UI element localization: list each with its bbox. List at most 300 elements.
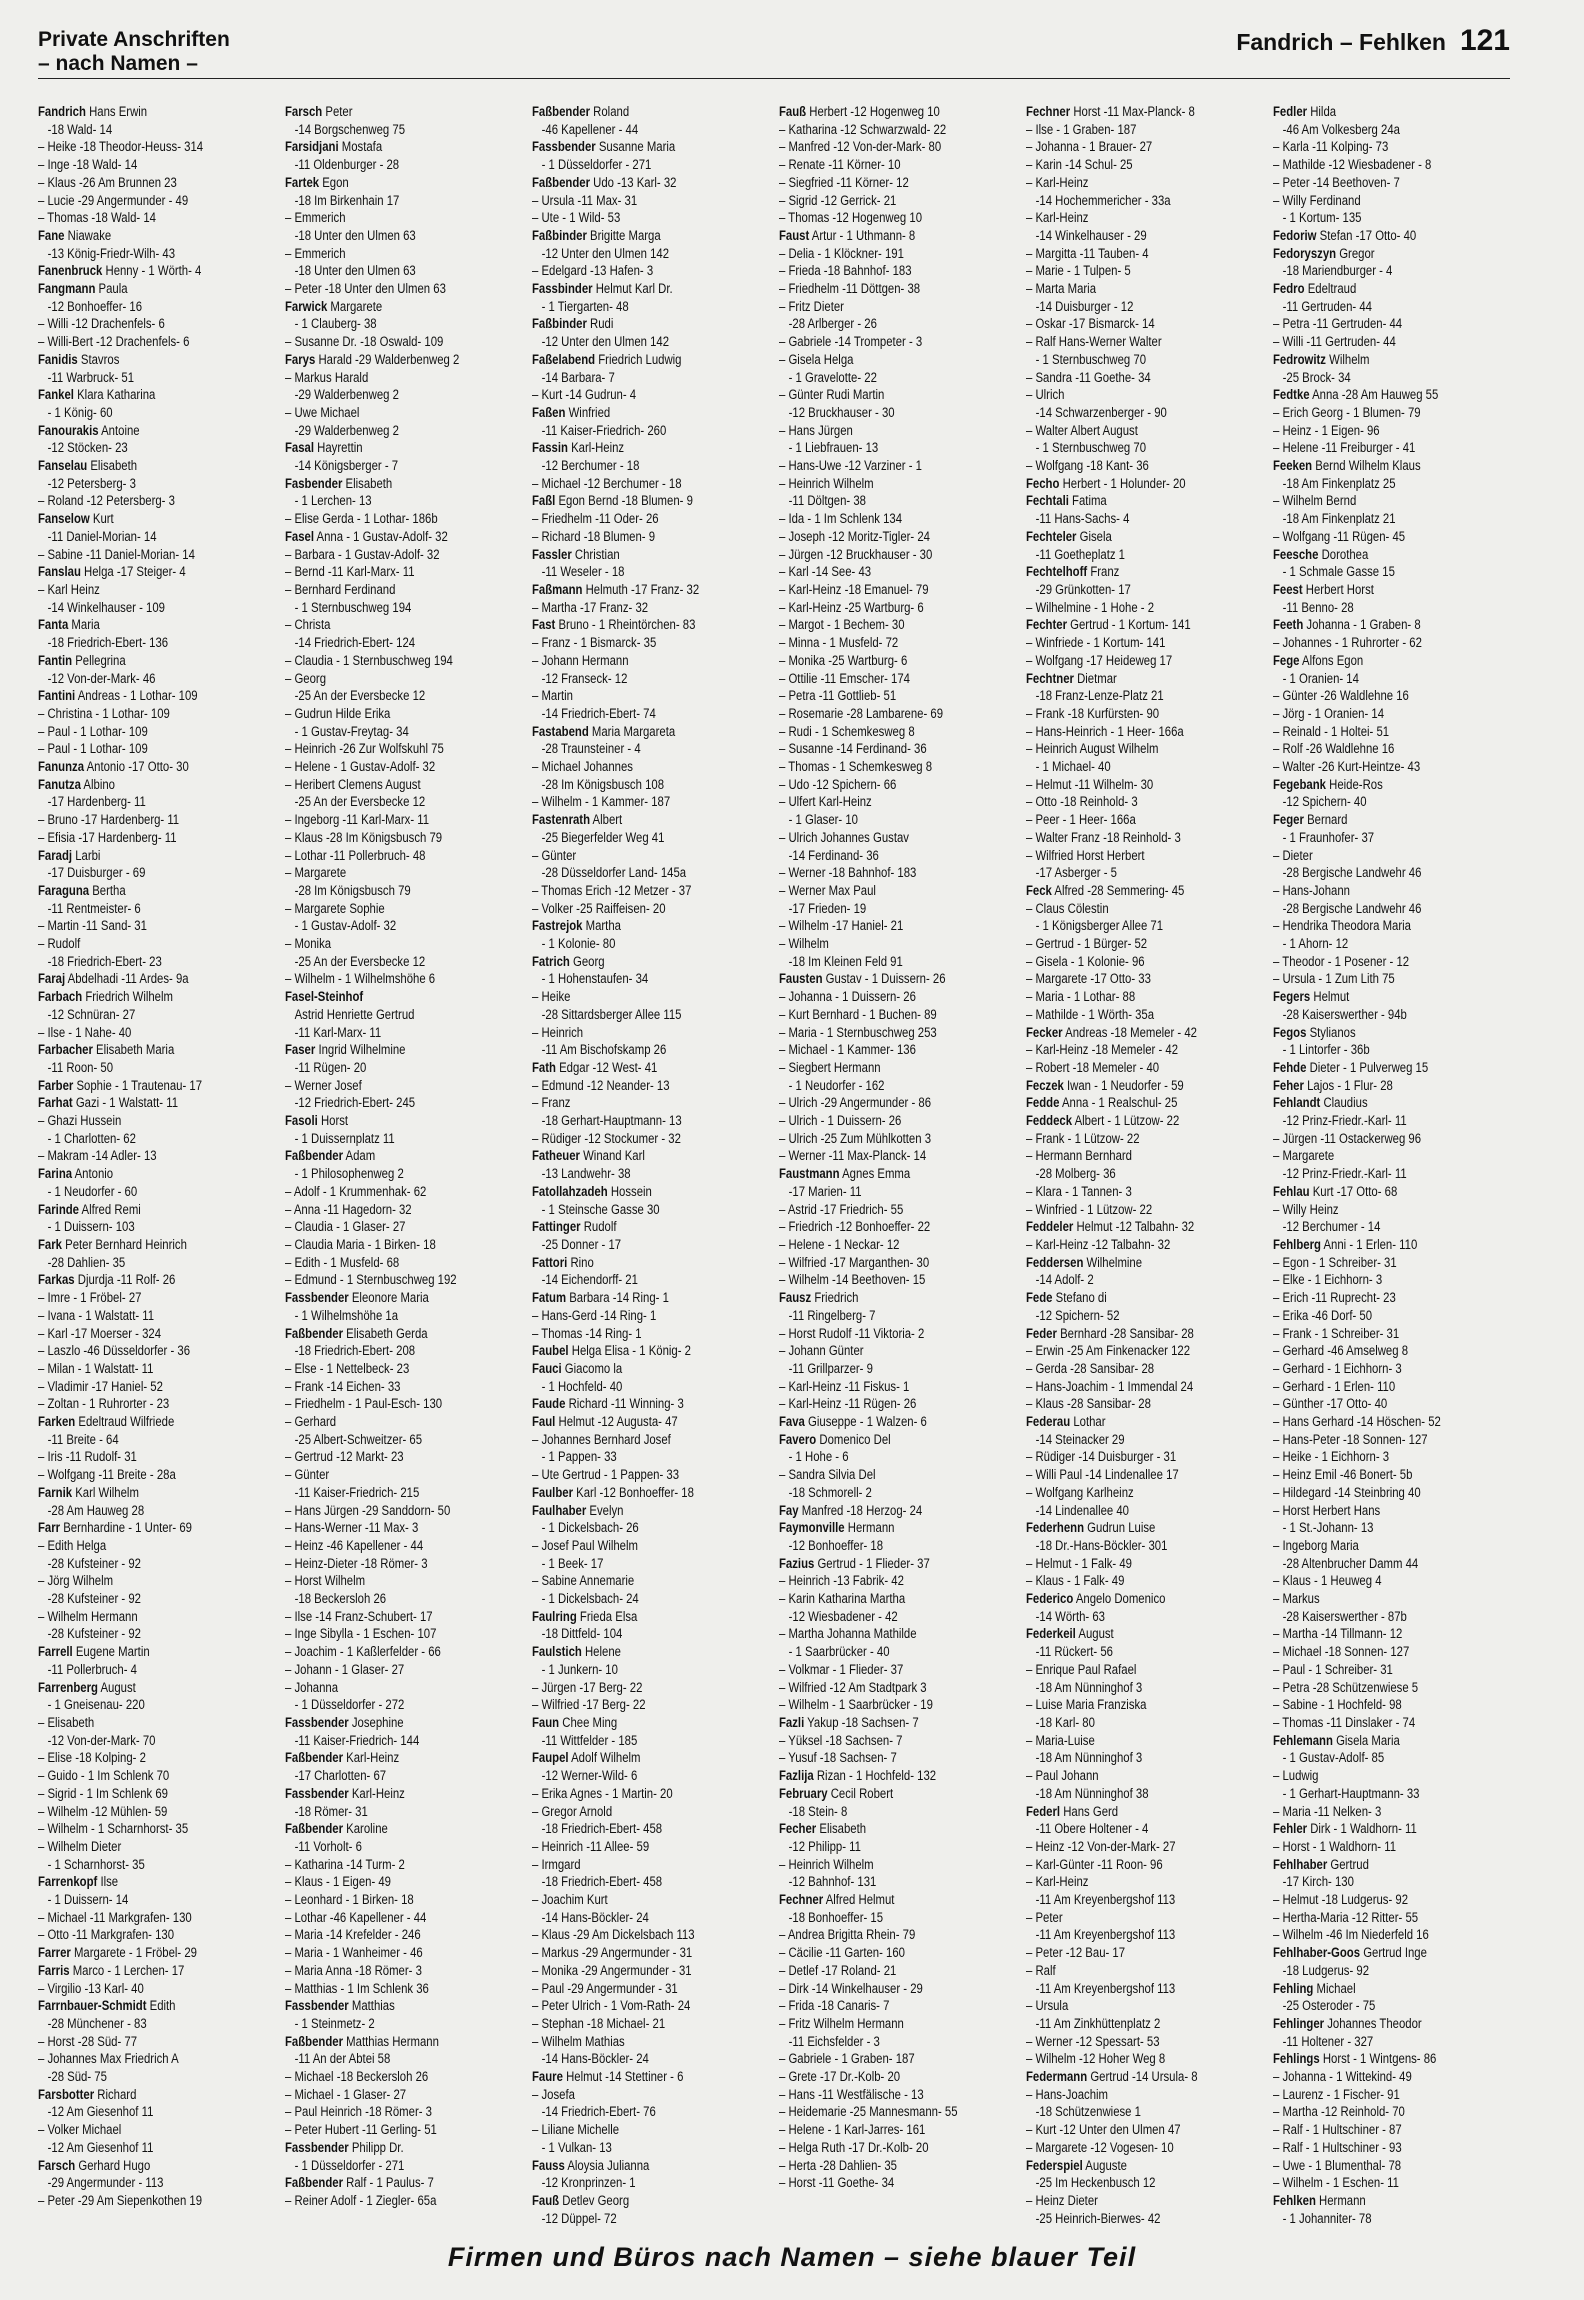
entry-line: – Paul - 1 Lothar- 109 bbox=[38, 723, 148, 740]
entry-details: Karl-Heinz bbox=[567, 440, 625, 457]
entry-line-primary bbox=[532, 1255, 769, 1273]
entry-details: Agnes Emma bbox=[839, 1166, 911, 1183]
entry-details: Wilhelmine bbox=[1083, 1254, 1143, 1271]
entry-line: – Inge -18 Wald- 14 bbox=[38, 157, 138, 174]
entry-line-primary bbox=[779, 1786, 1016, 1804]
entry-line: – Hans-Johann bbox=[1273, 882, 1350, 899]
entry-line: – Hans -11 Westfälische - 13 bbox=[779, 2086, 924, 2103]
entry-line-primary bbox=[285, 1821, 522, 1839]
entry-details: Egon bbox=[319, 174, 349, 191]
entry-details: Rudolf bbox=[580, 1219, 617, 1236]
entry-line-primary bbox=[1026, 1326, 1263, 1344]
entry-line: – Sigrid -12 Gerrick- 21 bbox=[779, 192, 897, 209]
entry-line: – Udo -12 Spichern- 66 bbox=[779, 776, 897, 793]
entry-line-primary bbox=[779, 1166, 1016, 1184]
entry-details: Paula bbox=[95, 281, 128, 298]
entry-line: – Ludwig bbox=[1273, 1768, 1319, 1785]
entry-line: -12 Düppel- 72 bbox=[541, 2210, 617, 2227]
surname: Fechteler bbox=[1026, 528, 1077, 545]
entry-line: -14 Wörth- 63 bbox=[1035, 1608, 1105, 1625]
entry-line: - 1 Kortum- 135 bbox=[1282, 210, 1362, 227]
entry-line: -12 Berchumer - 14 bbox=[1282, 1219, 1381, 1236]
surname: Fecker bbox=[1026, 1024, 1063, 1041]
entry-line-primary bbox=[1026, 476, 1263, 494]
entry-line-primary bbox=[1273, 387, 1510, 405]
surname: Fechtelhoff bbox=[1026, 564, 1088, 581]
entry-details: Antonio -17 Otto- 30 bbox=[84, 759, 189, 776]
entry-line: - 1 Duissern- 14 bbox=[47, 1892, 129, 1909]
entry-details: Helmuth -17 Franz- 32 bbox=[582, 581, 700, 598]
surname: Fehlinger bbox=[1273, 2015, 1325, 2032]
entry-details: Anna -28 Am Hauweg 55 bbox=[1309, 387, 1439, 404]
entry-line: -25 Im Heckenbusch 12 bbox=[1035, 2175, 1156, 2192]
surname: Fechtali bbox=[1026, 493, 1069, 510]
entry-line: -28 Sittardsberger Allee 115 bbox=[541, 1006, 682, 1023]
surname: Faßbender bbox=[532, 174, 591, 191]
entry-line: -14 Barbara- 7 bbox=[541, 369, 615, 386]
entry-line-primary bbox=[532, 1503, 769, 1521]
entry-line-primary bbox=[1273, 1821, 1510, 1839]
entry-line: -12 Werner-Wild- 6 bbox=[541, 1768, 638, 1785]
entry-line: – Karla -11 Kolping- 73 bbox=[1273, 139, 1389, 156]
entry-line: – Dirk -14 Winkelhauser - 29 bbox=[779, 1980, 923, 1997]
entry-line-primary bbox=[1026, 1626, 1263, 1644]
entry-line: – Anna -11 Hagedorn- 32 bbox=[285, 1201, 412, 1218]
entry-line-primary bbox=[38, 1485, 275, 1503]
entry-line: -18 Unter den Ulmen 63 bbox=[294, 263, 416, 280]
entry-line: – Klaus -26 Am Brunnen 23 bbox=[38, 174, 177, 191]
entry-line: – Wolfgang -11 Rügen- 45 bbox=[1273, 528, 1406, 545]
surname: Federl bbox=[1026, 1803, 1061, 1820]
surname: Federau bbox=[1026, 1414, 1071, 1431]
surname: Fassin bbox=[532, 440, 568, 457]
entry-details: Claudius bbox=[1320, 1095, 1368, 1112]
entry-line: – Emmerich bbox=[285, 245, 346, 262]
entry-line-primary bbox=[532, 405, 769, 423]
surname: Farys bbox=[285, 351, 316, 368]
entry-line: – Georg bbox=[285, 670, 327, 687]
surname: Fast bbox=[532, 617, 556, 634]
entry-line: – Helene -11 Freiburger - 41 bbox=[1273, 440, 1416, 457]
surname: Fechter bbox=[1026, 617, 1067, 634]
surname: Farwick bbox=[285, 298, 328, 315]
entry-details: Antoine bbox=[98, 422, 140, 439]
entry-line: – Kurt -12 Unter den Ulmen 47 bbox=[1026, 2122, 1181, 2139]
entry-line-primary bbox=[38, 617, 275, 635]
entry-line: – Manfred -12 Von-der-Mark- 80 bbox=[779, 139, 942, 156]
surname: Fasel-Steinhof bbox=[285, 989, 364, 1006]
surname: Federkeil bbox=[1026, 1626, 1076, 1643]
entry-line-primary bbox=[38, 971, 275, 989]
entry-line: – Erich -11 Ruprecht- 23 bbox=[1273, 1290, 1396, 1307]
entry-line: -14 Friedrich-Ebert- 76 bbox=[541, 2104, 656, 2121]
entry-line: – Rüdiger -12 Stockumer - 32 bbox=[532, 1130, 681, 1147]
entry-line: – Elke - 1 Eichhorn- 3 bbox=[1273, 1272, 1383, 1289]
entry-line: – Johanna - 1 Duissern- 26 bbox=[779, 989, 916, 1006]
entry-line-primary bbox=[38, 1166, 275, 1184]
entry-line-primary bbox=[532, 1343, 769, 1361]
entry-line: – Johann - 1 Glaser- 27 bbox=[285, 1661, 405, 1678]
entry-line: – Lucie -29 Angermunder - 49 bbox=[38, 192, 189, 209]
entry-line-primary bbox=[532, 1609, 769, 1627]
surname: Farris bbox=[38, 1962, 70, 1979]
entry-details: Richard bbox=[94, 2086, 137, 2103]
entry-details: Herbert -12 Hogenweg 10 bbox=[806, 104, 940, 120]
entry-line: – Karl-Heinz -12 Talbahn- 32 bbox=[1026, 1237, 1171, 1253]
entry-line-primary bbox=[1026, 493, 1263, 511]
entry-line: – Sabine Annemarie bbox=[532, 1573, 635, 1590]
entry-line: – Klaus - 1 Heuweg 4 bbox=[1273, 1573, 1382, 1590]
entry-details: Matthias Hermann bbox=[343, 2033, 439, 2050]
surname: Fehlken bbox=[1273, 2192, 1316, 2209]
entry-line: – Margarete bbox=[285, 865, 347, 882]
entry-line: – Willi -11 Gertruden- 44 bbox=[1273, 334, 1396, 351]
entry-line: – Martha Johanna Mathilde bbox=[779, 1626, 917, 1643]
entry-line: – Erika Agnes - 1 Martin- 20 bbox=[532, 1785, 673, 1802]
entry-line: -46 Am Volkesberg 24a bbox=[1282, 121, 1400, 138]
entry-line: – Karl-Heinz bbox=[1026, 174, 1089, 191]
entry-line: – Fritz Dieter bbox=[779, 298, 844, 315]
entry-line: -12 Von-der-Mark- 70 bbox=[47, 1732, 156, 1749]
surname: Fauci bbox=[532, 1360, 562, 1377]
entry-line: – Liliane Michelle bbox=[532, 2122, 620, 2139]
entry-line-primary bbox=[285, 175, 522, 193]
entry-line: -11 Karl-Marx- 11 bbox=[294, 1024, 382, 1041]
entry-line: – Wilhelmine - 1 Hohe - 2 bbox=[1026, 599, 1155, 616]
entry-line: - 1 Fraunhofer- 37 bbox=[1282, 829, 1375, 846]
entry-line: – Marie - 1 Tulpen- 5 bbox=[1026, 263, 1131, 280]
surname: Faymonville bbox=[779, 1520, 845, 1537]
entry-details: Gazi - 1 Walstatt- 11 bbox=[72, 1095, 179, 1112]
entry-details: Domenico Del bbox=[816, 1431, 891, 1448]
entry-line-primary bbox=[285, 529, 522, 547]
entry-line: – Karin -14 Schul- 25 bbox=[1026, 157, 1133, 174]
entry-line: – Ivana - 1 Walstatt- 11 bbox=[38, 1307, 155, 1324]
entry-line: -14 Winkelhauser - 29 bbox=[1035, 227, 1147, 244]
entry-line: – Thomas Erich -12 Metzer - 37 bbox=[532, 882, 692, 899]
entry-line: – Walter Franz -18 Reinhold- 3 bbox=[1026, 829, 1181, 846]
entry-line: -25 Osteroder - 75 bbox=[1282, 1998, 1376, 2015]
surname: Faraj bbox=[38, 971, 66, 988]
surname: Farrer bbox=[38, 1945, 71, 1962]
entry-line: – Werner -11 Max-Planck- 14 bbox=[779, 1148, 927, 1165]
surname: Faßbender bbox=[285, 2033, 344, 2050]
entry-line-primary bbox=[532, 316, 769, 334]
entry-details: Pellegrina bbox=[72, 652, 126, 669]
entry-details: Franz bbox=[1087, 564, 1120, 581]
surname: Fehlhaber-Goos bbox=[1273, 1945, 1361, 1962]
entry-line-primary bbox=[38, 352, 275, 370]
surname: Faßmann bbox=[532, 581, 583, 598]
entry-details: Kurt bbox=[89, 511, 114, 528]
entry-line: -25 Donner - 17 bbox=[541, 1237, 622, 1253]
surname: Faulring bbox=[532, 1608, 577, 1625]
surname: Fattori bbox=[532, 1254, 568, 1271]
entry-line: – Lothar -11 Pollerbruch- 48 bbox=[285, 847, 426, 864]
entry-line: Astrid Henriette Gertrud bbox=[294, 1006, 415, 1023]
entry-line: – Hans-Joachim bbox=[1026, 2086, 1109, 2103]
entry-line: -18 Am Nünninghof 3 bbox=[1035, 1679, 1143, 1696]
entry-details: Winand Karl bbox=[579, 1148, 645, 1165]
header-rule bbox=[38, 78, 1510, 79]
entry-line-primary bbox=[779, 1768, 1016, 1786]
entry-line: - 1 Vulkan- 13 bbox=[541, 2139, 612, 2156]
entry-line-primary bbox=[1273, 2016, 1510, 2034]
entry-line: – Ilse - 1 Graben- 187 bbox=[1026, 121, 1137, 138]
surname: Faustmann bbox=[779, 1166, 840, 1183]
entry-line-primary bbox=[532, 139, 769, 157]
entry-line: – Laszlo -46 Düsseldorfer - 36 bbox=[38, 1343, 191, 1360]
entry-line: – Johann Hermann bbox=[532, 652, 629, 669]
entry-line-primary bbox=[1026, 1095, 1263, 1113]
surname: Feeken bbox=[1273, 458, 1313, 475]
entry-line-primary bbox=[1273, 352, 1510, 370]
entry-line: – Volkmar - 1 Flieder- 37 bbox=[779, 1661, 904, 1678]
entry-line: - 1 Sternbuschweg 70 bbox=[1035, 440, 1147, 457]
surname: Fehlhaber bbox=[1273, 1856, 1328, 1873]
entry-line: – Wilfried -17 Marganthen- 30 bbox=[779, 1254, 930, 1271]
entry-line: – Wilhelm - 1 Scharnhorst- 35 bbox=[38, 1821, 189, 1838]
entry-line: – Gerhard bbox=[285, 1414, 337, 1431]
entry-line: – Peter Ulrich - 1 Vom-Rath- 24 bbox=[532, 1998, 691, 2015]
entry-details: Gisela Maria bbox=[1332, 1732, 1400, 1749]
entry-line: – Heinz -46 Kapellener - 44 bbox=[285, 1537, 424, 1554]
entry-line: – Werner -18 Bahnhof- 183 bbox=[779, 865, 917, 882]
entry-line: – Walter Albert August bbox=[1026, 422, 1138, 439]
entry-line: – Peter bbox=[1026, 1909, 1063, 1926]
entry-details: Roland bbox=[590, 104, 630, 120]
entry-line: - 1 Gustav-Adolf- 85 bbox=[1282, 1750, 1385, 1767]
entry-line: -18 Friedrich-Ebert- 208 bbox=[294, 1343, 416, 1360]
entry-line: – Karl-Heinz -11 Rügen- 26 bbox=[779, 1396, 917, 1413]
entry-line: – Willi-Bert -12 Drachenfels- 6 bbox=[38, 334, 190, 351]
surname: Faßen bbox=[532, 404, 566, 421]
entry-line: – Ingeborg Maria bbox=[1273, 1537, 1359, 1554]
entry-line: – Johanna - 1 Brauer- 27 bbox=[1026, 139, 1153, 156]
surname: Fangmann bbox=[38, 281, 96, 298]
entry-line: -14 Friedrich-Ebert- 74 bbox=[541, 705, 656, 722]
entry-line: – Robert -18 Memeler - 40 bbox=[1026, 1059, 1160, 1076]
entry-line: – Günter bbox=[285, 1467, 330, 1484]
entry-line: – Petra -11 Gertruden- 44 bbox=[1273, 316, 1403, 333]
entry-line: – Vladimir -17 Haniel- 52 bbox=[38, 1378, 163, 1395]
entry-line: – Karl-Heinz bbox=[1026, 210, 1089, 227]
entry-line: – Günther -17 Otto- 40 bbox=[1273, 1396, 1388, 1413]
surname: Faulber bbox=[532, 1484, 573, 1501]
entry-line: -14 Hans-Böckler- 24 bbox=[541, 2051, 649, 2068]
entry-line: -11 Roon- 50 bbox=[47, 1059, 114, 1076]
entry-line-primary bbox=[532, 617, 769, 635]
entry-line: -11 Hans-Sachs- 4 bbox=[1035, 511, 1130, 528]
surname: Fatheuer bbox=[532, 1148, 580, 1165]
entry-line: -14 Schwarzenberger - 90 bbox=[1035, 404, 1167, 421]
entry-line-primary bbox=[1026, 1078, 1263, 1096]
entry-details: Gertrud - 1 Flieder- 37 bbox=[814, 1555, 930, 1572]
entry-details: Friedrich Ludwig bbox=[595, 351, 682, 368]
entry-line: – Frank -18 Kurfürsten- 90 bbox=[1026, 705, 1160, 722]
entry-line: – Bernhard Ferdinand bbox=[285, 581, 396, 598]
entry-line: -14 Hans-Böckler- 24 bbox=[541, 1909, 649, 1926]
surname: Federspiel bbox=[1026, 2157, 1083, 2174]
entry-line: – Heinz Emil -46 Bonert- 5b bbox=[1273, 1467, 1413, 1484]
entry-line-primary bbox=[1273, 1078, 1510, 1096]
entry-line: – Delia - 1 Klöckner- 191 bbox=[779, 245, 904, 262]
entry-line: -28 Arlberger - 26 bbox=[788, 316, 877, 333]
entry-line: – Horst -11 Goethe- 34 bbox=[779, 2175, 895, 2192]
entry-line: -14 Adolf- 2 bbox=[1035, 1272, 1094, 1289]
entry-line: – Wilhelm -14 Beethoven- 15 bbox=[779, 1272, 926, 1289]
surname: Farsch bbox=[285, 104, 323, 120]
surname: Federhenn bbox=[1026, 1520, 1085, 1537]
entry-line: -11 Am Kreyenbergshof 113 bbox=[1035, 1892, 1176, 1909]
entry-details: Cecil Robert bbox=[827, 1785, 894, 1802]
surname: Farrnbauer-Schmidt bbox=[38, 1998, 147, 2015]
surname: Federico bbox=[1026, 1591, 1074, 1608]
entry-line: – Peter Hubert -11 Gerling- 51 bbox=[285, 2122, 437, 2139]
entry-details: Albert bbox=[590, 812, 623, 829]
entry-line-primary bbox=[532, 1715, 769, 1733]
entry-line: – Ulrich -25 Zum Mühlkotten 3 bbox=[779, 1130, 932, 1147]
entry-details: Detlev Georg bbox=[559, 2192, 630, 2209]
entry-details: Karl -12 Bonhoeffer- 18 bbox=[573, 1484, 694, 1501]
entry-line: -12 Prinz-Friedr.-Karl- 11 bbox=[1282, 1166, 1407, 1183]
surname: February bbox=[779, 1785, 828, 1802]
entry-line-primary bbox=[1026, 883, 1263, 901]
entry-line-primary bbox=[1026, 1804, 1263, 1822]
entry-details: Alfred Helmut bbox=[823, 1892, 895, 1909]
entry-line: – Imre - 1 Fröbel- 27 bbox=[38, 1290, 142, 1307]
entry-line: – Edelgard -13 Hafen- 3 bbox=[532, 263, 654, 280]
entry-line: – Friedhelm -11 Oder- 26 bbox=[532, 511, 659, 528]
entry-line: – Gudrun Hilde Erika bbox=[285, 705, 391, 722]
entry-line: -18 Schützenwiese 1 bbox=[1035, 2104, 1141, 2121]
entry-line: – Heinz-Dieter -18 Römer- 3 bbox=[285, 1555, 428, 1572]
entry-line: – Sandra -11 Goethe- 34 bbox=[1026, 369, 1151, 386]
entry-line: -11 Rückert- 56 bbox=[1035, 1644, 1113, 1661]
surname: Fasbender bbox=[285, 475, 343, 492]
entry-line: - 1 Saarbrücker - 40 bbox=[788, 1644, 890, 1661]
entry-line-primary bbox=[38, 511, 275, 529]
surname: Fazlija bbox=[779, 1768, 814, 1785]
entry-line-primary bbox=[532, 1750, 769, 1768]
entry-line: – Efisia -17 Hardenberg- 11 bbox=[38, 829, 177, 846]
entry-line-primary bbox=[532, 440, 769, 458]
entry-details: Bernhard -28 Sansibar- 28 bbox=[1056, 1325, 1194, 1342]
entry-line: -28 Kufsteiner - 92 bbox=[47, 1626, 141, 1643]
entry-details: Hossein bbox=[607, 1183, 652, 1200]
entry-line: – Rudolf bbox=[38, 936, 81, 953]
entry-line: - 1 Sternbuschweg 194 bbox=[294, 599, 412, 616]
entry-line-primary bbox=[1273, 1733, 1510, 1751]
surname: Fege bbox=[1273, 652, 1300, 669]
entry-line: - 1 Clauberg- 38 bbox=[294, 316, 377, 333]
entry-line: -12 Bruckhauser - 30 bbox=[788, 404, 895, 421]
entry-line: – Reiner Adolf - 1 Ziegler- 65a bbox=[285, 2192, 437, 2209]
entry-line: -14 Hochemmericher - 33a bbox=[1035, 192, 1171, 209]
entry-line-primary bbox=[285, 2034, 522, 2052]
entry-line: – Helmut -11 Wilhelm- 30 bbox=[1026, 776, 1154, 793]
entry-line: - 1 Düsseldorfer - 272 bbox=[294, 1697, 405, 1714]
surname: Fantini bbox=[38, 688, 76, 705]
entry-line: – Katharina -14 Turm- 2 bbox=[285, 1856, 405, 1873]
entry-line: – Wilhelm -12 Hoher Weg 8 bbox=[1026, 2051, 1166, 2068]
entry-line-primary bbox=[1273, 2051, 1510, 2069]
entry-line: – Johanna - 1 Wittekind- 49 bbox=[1273, 2069, 1412, 2086]
entry-line: -12 Unter den Ulmen 142 bbox=[541, 334, 670, 351]
entry-line: – Ralf - 1 Hultschiner - 93 bbox=[1273, 2139, 1402, 2156]
surname: Fauß bbox=[779, 104, 807, 120]
entry-line: - 1 Scharnhorst- 35 bbox=[47, 1856, 145, 1873]
surname: Fankel bbox=[38, 387, 74, 404]
entry-line: -18 Unter den Ulmen 63 bbox=[294, 227, 416, 244]
header-line-2: – nach Namen – bbox=[38, 52, 198, 75]
entry-line-primary bbox=[285, 440, 522, 458]
entry-details: Wilhelm bbox=[1325, 351, 1370, 368]
entry-line-primary bbox=[38, 1945, 275, 1963]
surname: Fanslau bbox=[38, 564, 81, 581]
entry-line: – Gertrud - 1 Bürger- 52 bbox=[1026, 936, 1148, 953]
surname: Fedrowitz bbox=[1273, 351, 1326, 368]
entry-details: Fatima bbox=[1068, 493, 1107, 510]
entry-line: - 1 Oranien- 14 bbox=[1282, 670, 1359, 687]
entry-line: -11 Döltgen- 38 bbox=[788, 493, 866, 510]
entry-line: – Paul - 1 Lothar- 109 bbox=[38, 741, 148, 758]
entry-line: – Willi Paul -14 Lindenallee 17 bbox=[1026, 1467, 1179, 1484]
entry-line-primary bbox=[1026, 1290, 1263, 1308]
entry-details: Richard -11 Winning- 3 bbox=[565, 1396, 684, 1413]
entry-line: – Heidemarie -25 Mannesmann- 55 bbox=[779, 2104, 958, 2121]
entry-line: – Ulrich -29 Angermunder - 86 bbox=[779, 1095, 932, 1112]
surname: Faulhaber bbox=[532, 1502, 587, 1519]
entry-line: – Karl Heinz bbox=[38, 581, 100, 598]
entry-details: Ilse bbox=[97, 1874, 119, 1891]
entry-line: - 1 Philosophenweg 2 bbox=[294, 1166, 404, 1183]
entry-line: – Heike bbox=[532, 989, 571, 1006]
entry-line: – Willy Ferdinand bbox=[1273, 192, 1361, 209]
surname: Fanta bbox=[38, 617, 69, 634]
entry-line: – Wilhelm - 1 Eschen- 11 bbox=[1273, 2175, 1399, 2192]
entry-line: – Ottilie -11 Emscher- 174 bbox=[779, 670, 910, 687]
entry-line: – Ralf bbox=[1026, 1962, 1056, 1979]
surname: Faßbinder bbox=[532, 316, 587, 333]
entry-details: Rudi bbox=[586, 316, 614, 333]
entry-line: -28 Dahlien- 35 bbox=[47, 1254, 126, 1271]
entry-line: – Heike - 1 Eichhorn- 3 bbox=[1273, 1449, 1390, 1466]
surname: Fehling bbox=[1273, 1980, 1314, 1997]
surname: Fassbender bbox=[532, 139, 596, 156]
entry-line: -13 Landwehr- 38 bbox=[541, 1166, 631, 1183]
entry-details: Maria Margareta bbox=[588, 723, 676, 740]
entry-line: -12 Philipp- 11 bbox=[788, 1838, 861, 1855]
surname: Faßbender bbox=[285, 1148, 344, 1165]
entry-line-primary bbox=[532, 1219, 769, 1237]
entry-line: – Volker -25 Raiffeisen- 20 bbox=[532, 900, 666, 917]
entry-line: – Detlef -17 Roland- 21 bbox=[779, 1962, 897, 1979]
entry-line: -12 Von-der-Mark- 46 bbox=[47, 670, 156, 687]
entry-line: – Peter -14 Beethoven- 7 bbox=[1273, 174, 1400, 191]
directory-column-3 bbox=[532, 104, 769, 2228]
entry-line: – Hans-Gerd -14 Ring- 1 bbox=[532, 1307, 657, 1324]
entry-details: Horst bbox=[317, 1113, 349, 1130]
entry-line: – Günter bbox=[532, 847, 577, 864]
entry-line-primary bbox=[38, 883, 275, 901]
entry-details: Karl Wilhelm bbox=[72, 1484, 139, 1501]
entry-line: – Heinrich -13 Fabrik- 42 bbox=[779, 1573, 904, 1590]
entry-line: – Maria - 1 Lothar- 88 bbox=[1026, 989, 1136, 1006]
surname: Fartek bbox=[285, 174, 320, 191]
surname: Farsbotter bbox=[38, 2086, 95, 2103]
surname: Fehlau bbox=[1273, 1183, 1310, 1200]
